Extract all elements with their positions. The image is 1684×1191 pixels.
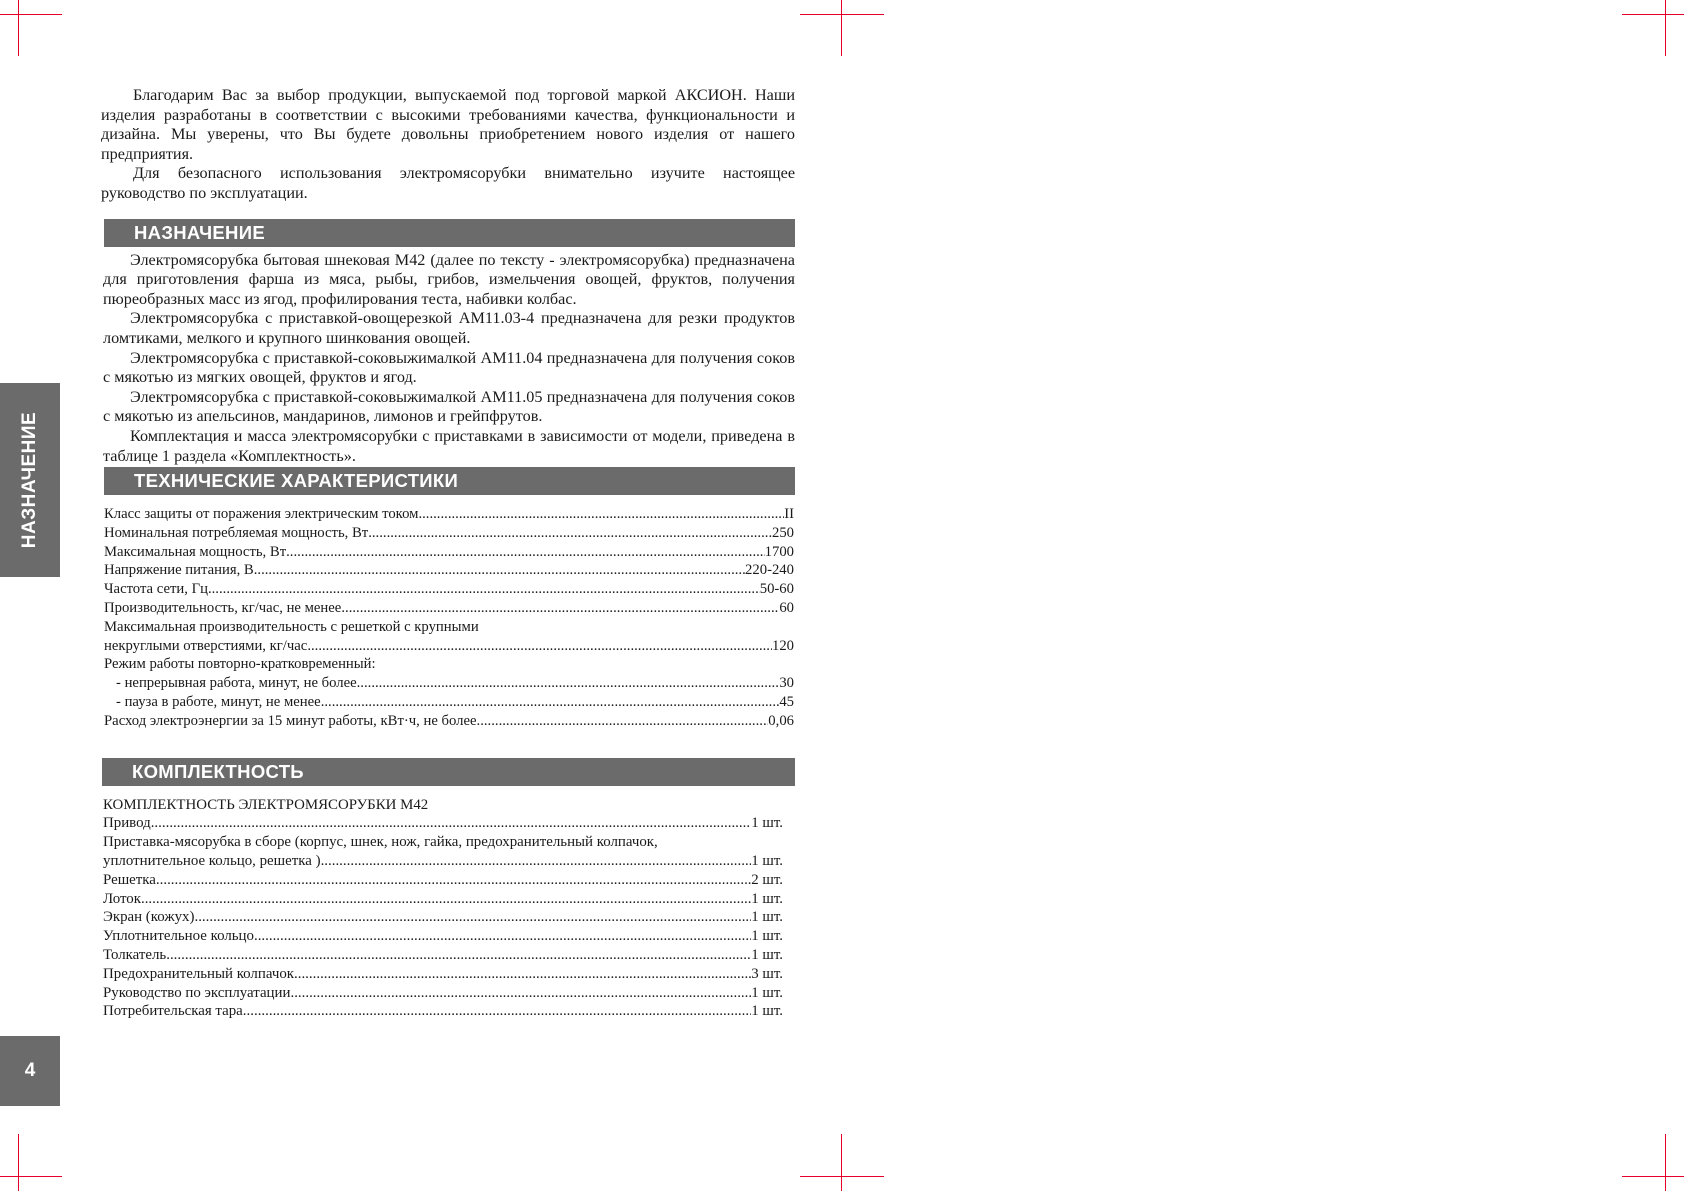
spec-label: Класс защиты от поражения электрическим током bbox=[104, 506, 419, 523]
spec-label: - непрерывная работа, минут, не более bbox=[116, 675, 357, 692]
kit-row bbox=[103, 984, 783, 1003]
spec-value: 30 bbox=[779, 675, 794, 692]
intro bbox=[101, 86, 795, 204]
kit-value: 1 шт. bbox=[751, 928, 783, 945]
crop-mark bbox=[800, 1176, 884, 1177]
spec-value: 120 bbox=[771, 637, 794, 654]
kit-value: 1 шт. bbox=[751, 947, 783, 964]
specs-list bbox=[101, 505, 794, 731]
spec-row bbox=[104, 674, 794, 693]
spec-label: Номинальная потребляемая мощность, Вт bbox=[104, 524, 369, 541]
spec-value: 250 bbox=[771, 524, 794, 541]
spec-value: 1700 bbox=[764, 543, 794, 560]
kit-label: Уплотнительное кольцо bbox=[103, 928, 254, 945]
side-section-tab bbox=[0, 383, 60, 577]
kit-value: 1 шт. bbox=[751, 815, 783, 832]
spec-value: II bbox=[784, 506, 794, 523]
crop-mark bbox=[0, 14, 62, 15]
kit-label: Предохранительный колпачок bbox=[103, 965, 295, 982]
kit-value: 1 шт. bbox=[751, 853, 783, 870]
spec-value: 50-60 bbox=[759, 581, 794, 598]
kit-label: Толкатель bbox=[103, 947, 167, 964]
spec-label: Напряжение питания, В bbox=[104, 562, 254, 579]
spec-value: 220-240 bbox=[745, 562, 794, 579]
kit-row bbox=[103, 965, 783, 984]
crop-mark bbox=[18, 0, 19, 56]
purpose-paragraph: Электромясорубка с приставкой-соковыжималкой АМ11.04 предназначена для получения соков с мякотью из мягких овощей, фруктов и ягод. bbox=[103, 348, 795, 387]
kit-label: Привод bbox=[103, 815, 151, 832]
kit-row bbox=[103, 908, 783, 927]
crop-mark bbox=[841, 0, 842, 56]
purpose-paragraph: Электромясорубка с приставкой-соковыжималкой АМ11.05 предназначена для получения соков с мякотью из апельсинов, мандаринов, лимонов и грейпфрутов. bbox=[103, 387, 795, 426]
intro-paragraph: Для безопасного использования электромясорубки внимательно изучите настоящее руководство по эксплуатации. bbox=[101, 164, 795, 202]
kit-value: 2 шт. bbox=[751, 871, 783, 888]
kit-row bbox=[103, 871, 783, 890]
spec-row bbox=[104, 580, 794, 599]
kit-row bbox=[103, 814, 783, 833]
side-section-tab-label: НАЗНАЧЕНИЕ bbox=[19, 411, 40, 549]
spec-label: некруглыми отверстиями, кг/час bbox=[104, 637, 308, 654]
crop-mark bbox=[1622, 14, 1684, 15]
kit-row bbox=[103, 1002, 783, 1021]
purpose-section bbox=[101, 251, 795, 467]
spec-value: 45 bbox=[779, 694, 794, 711]
spec-row bbox=[104, 543, 794, 562]
kit-label: Решетка bbox=[103, 871, 156, 888]
spec-row bbox=[104, 693, 794, 712]
kit-value: 1 шт. bbox=[751, 1003, 783, 1020]
crop-mark bbox=[841, 1134, 842, 1191]
kit-value: 1 шт. bbox=[751, 890, 783, 907]
spec-row bbox=[104, 637, 794, 656]
spec-label: - пауза в работе, минут, не менее bbox=[116, 694, 321, 711]
spec-row bbox=[104, 524, 794, 543]
crop-mark bbox=[0, 1176, 62, 1177]
spec-subheading: Режим работы повторно-кратковременный: bbox=[104, 656, 376, 673]
kit-value: 1 шт. bbox=[751, 909, 783, 926]
section-header-kit: КОМПЛЕКТНОСТЬ bbox=[102, 758, 795, 786]
purpose-paragraph: Электромясорубка бытовая шнековая М42 (далее по тексту - электромясорубка) предназначена для приготовления фарша из мяса, рыбы, грибов, измельчения овощей, фруктов, получения пюреобразных масс из ягод, профилирования теста, набивки колбас. bbox=[103, 250, 795, 308]
purpose-paragraph: Электромясорубка с приставкой-овощерезкой АМ11.03-4 предназначена для резки продуктов ломтиками, мелкого и крупного шинкования овощей. bbox=[103, 309, 795, 347]
kit-label: Руководство по эксплуатации bbox=[103, 984, 291, 1001]
kit-label: Экран (кожух) bbox=[103, 909, 195, 926]
crop-mark bbox=[1622, 1176, 1684, 1177]
spec-label: Максимальная мощность, Вт bbox=[104, 543, 287, 560]
spec-row bbox=[104, 505, 794, 524]
kit-label: Потребительская тара bbox=[103, 1003, 243, 1020]
kit-label: уплотнительное кольцо, решетка ) bbox=[103, 853, 321, 870]
crop-mark bbox=[18, 1134, 19, 1191]
section-header-specs: ТЕХНИЧЕСКИЕ ХАРАКТЕРИСТИКИ bbox=[104, 467, 795, 495]
purpose-paragraph: Комплектация и масса электромясорубки с приставками в зависимости от модели, приведена в таблице 1 раздела «Комплектность». bbox=[103, 426, 795, 465]
kit-label-line: Приставка-мясорубка в сборе (корпус, шнек, нож, гайка, предохранительный колпачок, bbox=[103, 834, 658, 851]
kit-value: 3 шт. bbox=[751, 965, 783, 982]
kit-label: Лоток bbox=[103, 890, 141, 907]
kit-row bbox=[103, 946, 783, 965]
crop-mark bbox=[1665, 1134, 1666, 1191]
spec-row bbox=[104, 599, 794, 618]
section-header-purpose: НАЗНАЧЕНИЕ bbox=[104, 219, 795, 247]
spec-label: Частота сети, Гц bbox=[104, 581, 208, 598]
spec-label: Расход электроэнергии за 15 минут работы, кВт·ч, не более bbox=[104, 712, 477, 729]
kit-row bbox=[103, 890, 783, 909]
page-content bbox=[101, 86, 795, 1021]
page-number: 4 bbox=[0, 1036, 60, 1106]
intro-paragraph: Благодарим Вас за выбор продукции, выпускаемой под торговой маркой АКСИОН. Наши изделия разработаны в соответствии с высокими требованиями качества, функциональности и дизайна. Мы уверены, что Вы будете довольны приобретением нового изделия от нашего предприятия. bbox=[101, 86, 795, 163]
kit-value: 1 шт. bbox=[751, 984, 783, 1001]
spec-row bbox=[104, 712, 794, 731]
spec-label: Производительность, кг/час, не менее bbox=[104, 600, 342, 617]
spec-row bbox=[104, 561, 794, 580]
kit-row bbox=[103, 927, 783, 946]
kit-list bbox=[101, 796, 783, 1022]
spec-label-line: Максимальная производительность с решеткой с крупными bbox=[104, 618, 479, 635]
crop-mark bbox=[800, 14, 884, 15]
crop-mark bbox=[1665, 0, 1666, 56]
kit-subtitle: КОМПЛЕКТНОСТЬ ЭЛЕКТРОМЯСОРУБКИ М42 bbox=[103, 796, 429, 813]
kit-row bbox=[103, 852, 783, 871]
spec-value: 0,06 bbox=[768, 712, 794, 729]
spec-value: 60 bbox=[779, 600, 794, 617]
